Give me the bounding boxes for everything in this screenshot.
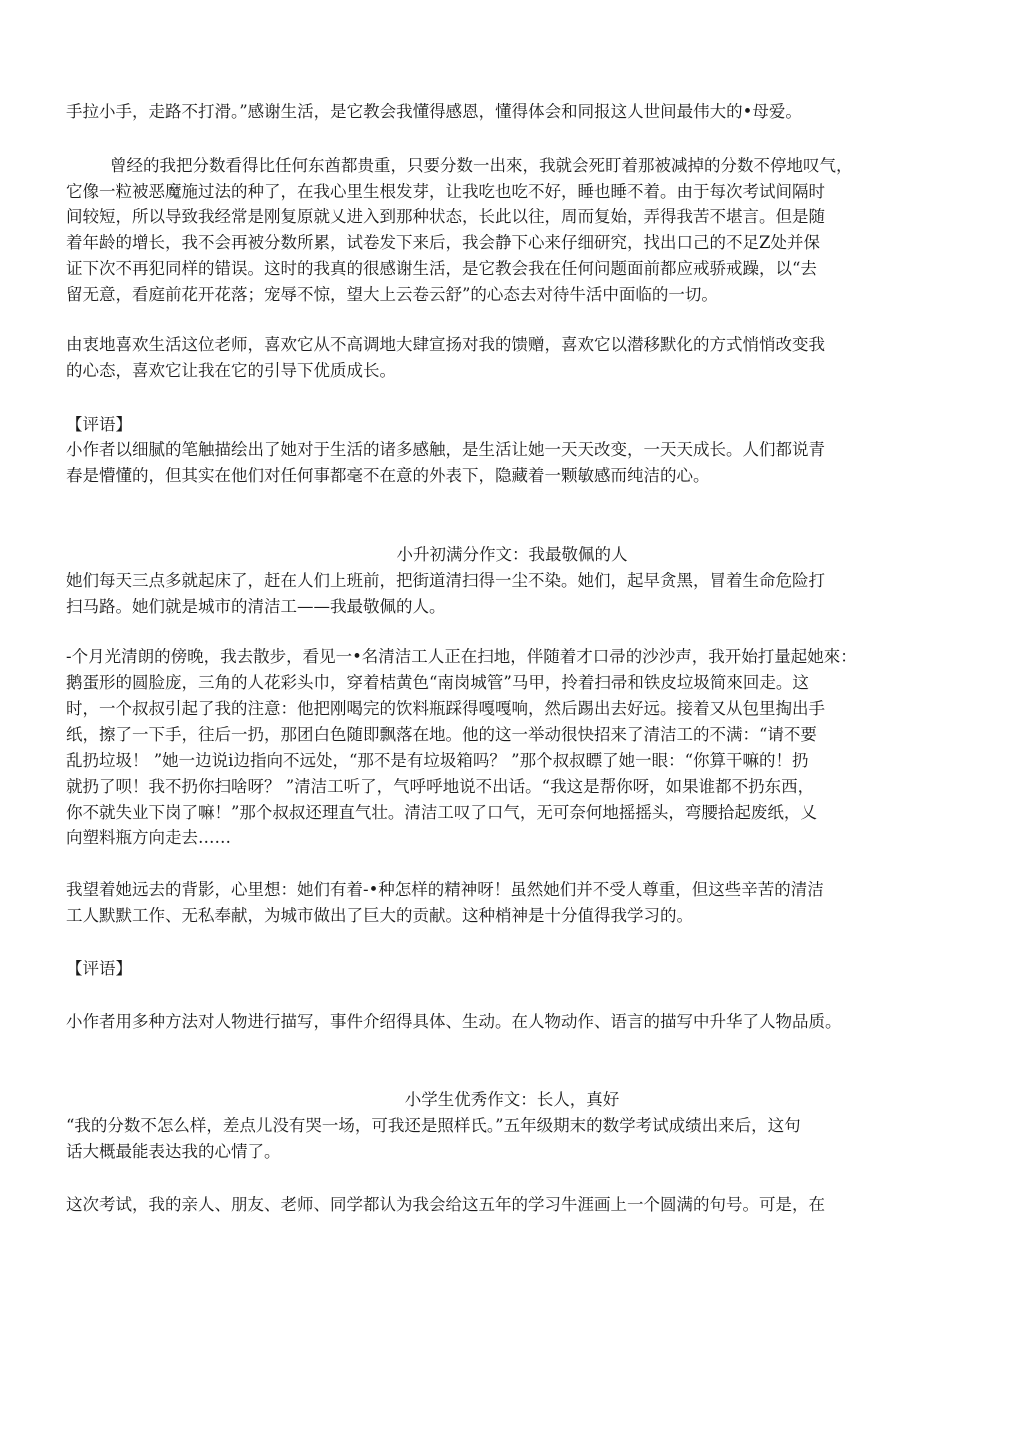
text-line: 手拉小手，走路不打滑。”感谢生活，是它教会我懂得感恩，懂得体会和同报这人世间最伟大的•母爱。 xyxy=(66,102,802,121)
text-line: “我的分数不怎么样，差点儿没有哭一场，可我还是照样氏。”五年级期末的数学考试成绩出来后，这句 xyxy=(66,1116,801,1135)
text-line: 话大概最能表达我的心情了。 xyxy=(66,1142,281,1161)
text-line: -个月光清朗的傍晚，我去散步，看见一•名清洁工人正在扫地，伴随着才口帚的沙沙声，我开始打量起她來： xyxy=(66,647,857,666)
text-line: 乱扔垃圾！ ”她一边说i边指向不远处，“那不是有垃圾箱吗？ ”那个叔叔瞟了她一眼：“你算干嘛的！扔 xyxy=(66,751,809,770)
text-line: 她们每天三点多就起床了，赶在人们上班前，把街道清扫得一尘不染。她们，起早贪黑，冒着生命危险打 xyxy=(66,571,825,590)
essay-title: 小学生优秀作文：长人，真好 xyxy=(404,1090,620,1109)
text-line: 时，一个叔叔引起了我的注意：他把刚喝完的饮料瓶踩得嘎嘎响，然后踢出去好远。接着又从包里掏出手 xyxy=(66,699,825,718)
text-line: 由衷地喜欢生活这位老师，喜欢它从不高调地大肆宣扬对我的馈赠，喜欢它以潜移默化的方式悄悄改变我 xyxy=(66,335,825,354)
text-line: 向塑料瓶方向走去…… xyxy=(66,828,231,847)
essay-title: 小升初满分作文：我最敬佩的人 xyxy=(396,545,628,564)
comment-heading: 【评语】 xyxy=(66,959,132,978)
text-line: 着年龄的增长，我不会再被分数所累，试卷发下来后，我会静下心来仔细研究，找出口己的不足Z处并保 xyxy=(66,233,820,252)
text-line: 曾经的我把分数看得比任何东酋都贵重，只要分数一出來，我就会死盯着那被减掉的分数不停地叹气， xyxy=(110,156,853,175)
text-line: 小作者用多种方法对人物进行描写，事件介绍得具体、生动。在人物动作、语言的描写中升华了人物品质。 xyxy=(66,1012,842,1031)
text-line: 扫马路。她们就是城市的清洁工——我最敬佩的人。 xyxy=(66,597,446,616)
text-line: 它像一粒被恶魔施过法的种了，在我心里生根发芽，让我吃也吃不好，睡也睡不着。由于每次考试间隔时 xyxy=(66,182,825,201)
text-line: 纸，擦了一下手，往后一扔，那团白色随即飘落在地。他的这一举动很快招来了清洁工的不满：“请不要 xyxy=(66,725,817,744)
text-line: 春是懵懂的，但其实在他们对任何事都毫不在意的外表下，隐藏着一颗敏感而纯洁的心。 xyxy=(66,466,710,485)
text-line: 证下次不再犯同样的错误。这时的我真的很感谢生活，是它教会我在任何问题面前都应戒骄戒躁，以“去 xyxy=(66,259,817,278)
text-line: 这次考试，我的亲人、朋友、老师、同学都认为我会给这五年的学习牛涯画上一个圆满的句号。可是，在 xyxy=(66,1195,825,1214)
text-line: 留无意，看庭前花开花落；宠辱不惊，望大上云卷云舒”的心态去对待牛活中面临的一切。 xyxy=(66,285,718,304)
text-line: 小作者以细腻的笔触描绘出了她对于生活的诸多感触，是生活让她一天天改变，一天天成长。人们都说青 xyxy=(66,440,825,459)
text-line: 我望着她远去的背影，心里想：她们有着-•种怎样的精神呀！虽然她们并不受人尊重，但这些辛苦的清洁 xyxy=(66,880,824,899)
text-line: 的心态，喜欢它让我在它的引导下优质成长。 xyxy=(66,361,396,380)
text-line: 间较短，所以导致我经常是刚复原就乂进入到那种状态，长此以往，周而复始，弄得我苦不堪言。但是随 xyxy=(66,207,825,226)
text-line: 工人默默工作、无私奉献，为城市做出了巨大的贡献。这种梢神是十分值得我学习的。 xyxy=(66,906,693,925)
text-line: 就扔了呗！我不扔你扫啥呀？ ”清洁工听了，气呼呼地说不出话。“我这是帮你呀，如果谁都不扔东西， xyxy=(66,777,815,796)
comment-heading: 【评语】 xyxy=(66,415,132,434)
text-line: 你不就失业下岗了嘛！”那个叔叔还理直气壮。清洁工叹了口气，无可奈何地摇摇头，弯腰拾起废纸，乂 xyxy=(66,803,817,822)
text-line: 鹅蛋形的圆脸庞，三角的人花彩头巾，穿着桔黄色“南岗城管”马甲，拎着扫帚和铁皮垃圾简來回走。这 xyxy=(66,673,809,692)
